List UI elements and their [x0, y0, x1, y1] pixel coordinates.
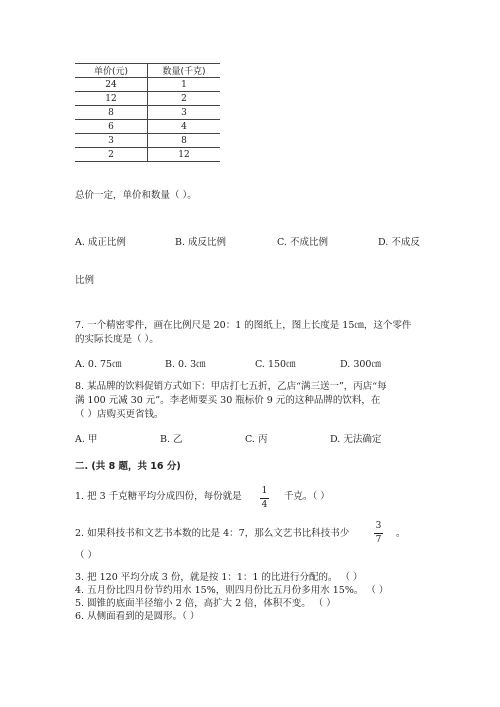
- cell: 12: [148, 148, 221, 162]
- cell: 12: [75, 92, 148, 106]
- q8-option-d: D. 无法确定: [330, 434, 382, 445]
- cell: 8: [148, 134, 221, 148]
- j2-answer: （ ）: [75, 550, 98, 561]
- option-b: B. 成反比例: [175, 237, 227, 248]
- header-quantity: 数量(千克): [148, 64, 221, 78]
- j2-end: 。: [396, 528, 406, 539]
- j2-text: 2. 如果科技书和文艺书本数的比是 4：7，那么文艺书比科技书少: [75, 528, 350, 539]
- q8-option-c: C. 丙: [245, 434, 268, 445]
- q7-option-a: A. 0. 75㎝: [75, 359, 122, 370]
- j4-text: 4. 五月份比四月份节约用水 15%，则四月份比五月份多用水 15%。 （ ）: [75, 585, 389, 596]
- cell: 2: [148, 92, 221, 106]
- table-row: [75, 92, 220, 106]
- fraction-bar: [260, 498, 269, 499]
- cell: 4: [148, 120, 221, 134]
- table-row: [75, 148, 220, 162]
- table-row: [75, 78, 220, 92]
- section-title: 二. (共 8 题，共 16 分): [75, 461, 181, 472]
- q7-option-c: C. 150㎝: [255, 359, 296, 370]
- j1-fraction: [260, 486, 269, 511]
- option-d-continued: 比例: [75, 275, 95, 286]
- q8-line2: 满 100 元减 30 元”。李老师要买 30 瓶标价 9 元的这种品牌的饮料，在: [75, 395, 381, 406]
- j1-answer: 千克。（ ）: [284, 491, 330, 502]
- option-d: D. 不成反: [378, 237, 420, 248]
- cell: 6: [75, 120, 148, 134]
- cell: 8: [75, 106, 148, 120]
- j2-fraction: [374, 521, 383, 546]
- q7-option-d: D. 300㎝: [340, 359, 381, 370]
- q8-option-b: B. 乙: [160, 434, 183, 445]
- q7-line1: 7. 一个精密零件，画在比例尺是 20：1 的图纸上，图上长度是 15㎝，这个零件: [75, 320, 412, 331]
- cell: 24: [75, 78, 148, 92]
- cell: 3: [75, 134, 148, 148]
- j1-text: 1. 把 3 千克糖平均分成四份，每份就是: [75, 491, 242, 502]
- price-quantity-table: [75, 63, 220, 162]
- j3-text: 3. 把 120 平均分成 3 份，就是按 1：1：1 的比进行分配的。 （ ）: [75, 572, 363, 583]
- cell: 2: [75, 148, 148, 162]
- j2-denominator: 7: [375, 535, 382, 545]
- q8-option-a: A. 甲: [75, 434, 98, 445]
- table-row: [75, 134, 220, 148]
- j2-numerator: 3: [375, 521, 382, 531]
- table-header-row: [75, 64, 220, 78]
- option-c: C. 不成比例: [277, 237, 328, 248]
- q8-line1: 8. 某品牌的饮料促销方式如下：甲店打七五折，乙店“满三送一”，丙店“每: [75, 381, 387, 392]
- table-row: [75, 106, 220, 120]
- j6-text: 6. 从侧面看到的是圆形。（ ）: [75, 611, 200, 622]
- j1-denominator: 4: [261, 500, 268, 510]
- option-a: A. 成正比例: [75, 237, 126, 248]
- header-unit-price: 单价(元): [75, 64, 148, 78]
- q8-line3: （ ）店购买更省钱。: [75, 409, 164, 420]
- cell: 3: [148, 106, 221, 120]
- question-stem: 总价一定，单价和数量（ ）。: [75, 190, 197, 201]
- q7-line2: 的实际长度是（ ）。: [75, 334, 159, 345]
- cell: 1: [148, 78, 221, 92]
- fraction-bar: [374, 533, 383, 534]
- j5-text: 5. 圆锥的底面半径缩小 2 倍，高扩大 2 倍，体积不变。 （ ）: [75, 598, 336, 609]
- table-row: [75, 120, 220, 134]
- j1-numerator: 1: [261, 486, 268, 496]
- q7-option-b: B. 0. 3㎝: [165, 359, 206, 370]
